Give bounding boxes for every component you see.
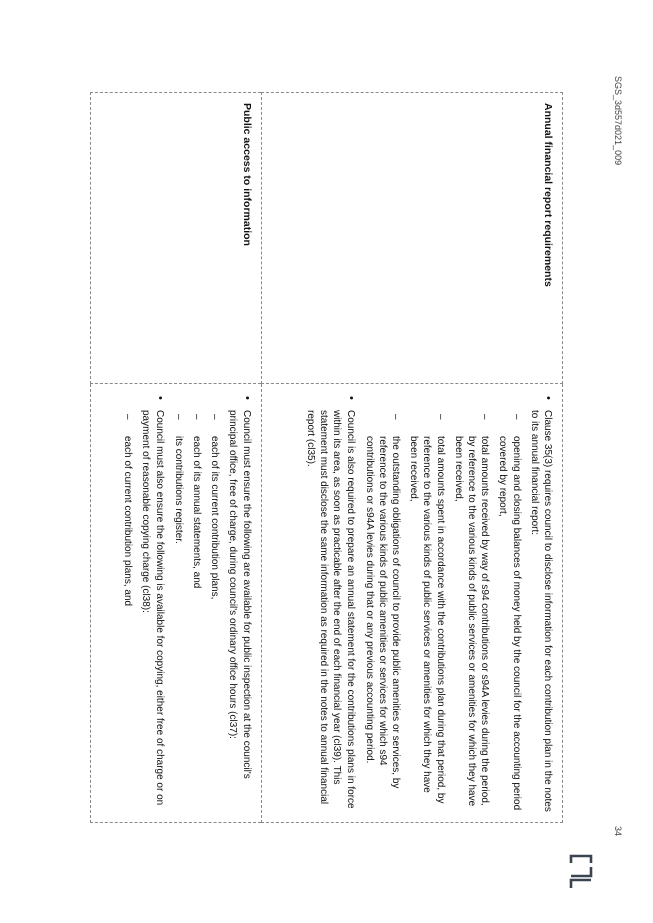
dash-item: – the outstanding obligations of council to provide public amenities or services, by reference to the various kinds of public amenities or services for which s94 contributions or s94A levies during that or any previous accounting period. [363, 436, 403, 812]
dash-item: – opening and closing balances of money held by the council for the accounting period covered by report, [496, 436, 522, 812]
row-content-public-access [91, 384, 262, 823]
row-label-annual-financial-report [261, 93, 562, 384]
dash-item: – each of its current contribution plans, [208, 436, 221, 812]
bullet-item [363, 410, 554, 812]
dash-item: – its contributions register. [172, 436, 185, 812]
information-table [90, 92, 563, 823]
bullet-text: Council is also required to prepare an annual statement for the contributions plans in force within its area, as soon as practicable after the end of each financial year (cl39). This statement must disclose the same information as required in the notes to annual financial report (cl35). [305, 410, 356, 809]
table-row [91, 93, 262, 823]
row-content-annual-financial-report [261, 384, 562, 823]
bullet-text: Council must ensure the following are available for public inspection at the council's principal office, free of charge, during council's ordinary office hours (cl37): [227, 410, 252, 779]
page-number: 34 [613, 826, 623, 837]
bullet-item [304, 410, 357, 812]
dash-list [363, 410, 523, 812]
dash-list [121, 410, 134, 812]
dash-item: – total amounts received by way of s94 contributions or s94A levies during the period, by reference to the various kinds of public services or amenities for which they have been received, [452, 436, 492, 812]
table-row [261, 93, 562, 823]
bullet-text: Clause 35(3) requires council to disclose information for each contribution plan in the notes to its annual financial report: [528, 410, 553, 812]
bullet-list [121, 394, 253, 812]
bullet-list [304, 394, 554, 812]
dash-item: – total amounts spent in accordance with the contributions plan during that period, by reference to the various kinds of public services or amenities for which they have been received, [407, 436, 447, 812]
section-label: Annual financial report requirements [542, 103, 554, 287]
bullet-item [121, 410, 166, 812]
bullet-text: Council must also ensure the following is available for copying, either free of charge or on payment of reasonable copying charge (cl38): [140, 410, 165, 806]
dash-item: – each of its annual statements, and [190, 436, 203, 812]
dash-list [172, 410, 222, 812]
cpl-logo-icon [569, 854, 593, 890]
row-label-public-access [91, 93, 262, 384]
document-code: SGS_3d557d021_009 [613, 76, 623, 166]
bullet-item [172, 410, 253, 812]
section-label: Public access to information [240, 103, 253, 246]
dash-item: – each of current contribution plans, and [121, 436, 134, 812]
